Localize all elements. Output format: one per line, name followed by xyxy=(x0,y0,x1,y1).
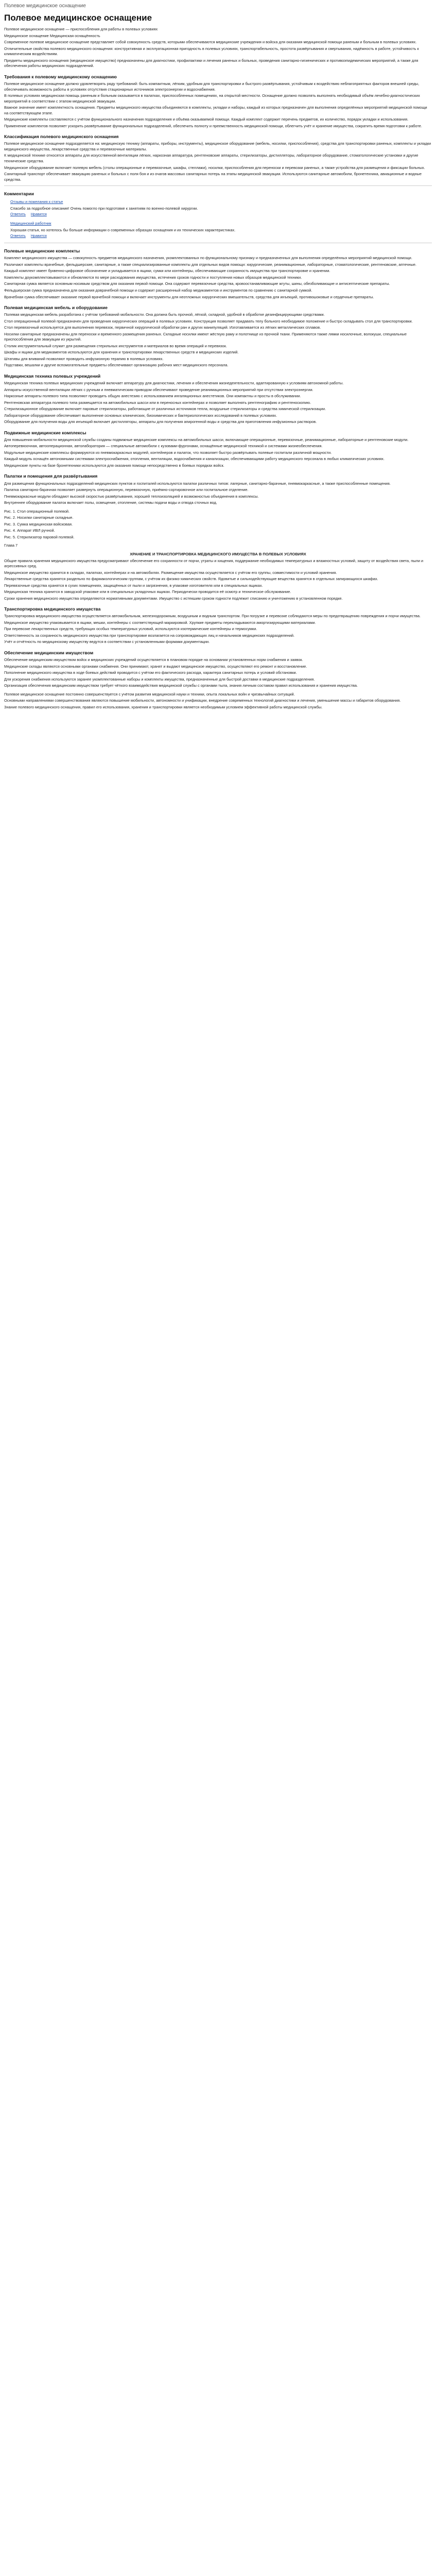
paragraph: Оборудование для получения воды для инъекций включает дистилляторы, аппараты для получения апирогенной воды и средства для приготовления инфузионных растворов. xyxy=(4,419,317,425)
paragraph: Палатка санитарно-барачная позволяет развернуть операционную, перевязочную, приёмно-сортировочное или госпитальное отделение. xyxy=(4,487,249,493)
intro-paragraph: Предметы медицинского оснащения (медицинское имущество) предназначены для диагностики, профилактики и лечения раненых и больных, проведения санитарно-гигиенических и противоэпидемических мероприятий, а также для обеспечения работы медицинских подразделений. xyxy=(4,58,418,69)
paragraph: Санитарный транспорт обеспечивает эвакуацию раненых и больных с поля боя и из очагов массовых санитарных потерь на этапы медицинской эвакуации. Используются санитарные автомобили, бронетехника, авиационные и водные средства. xyxy=(4,172,422,182)
figure-caption: Рис. 2. Носилки санитарные складные. xyxy=(4,515,74,520)
paragraph: Рентгеновская аппаратура полевого типа размещается на автомобильных шасси или в переносных контейнерах и позволяет выполнять рентгенографию и рентгеноскопию. xyxy=(4,400,311,405)
section-7-body xyxy=(4,481,432,506)
paragraph: Транспортировка медицинского имущества осуществляется автомобильным, железнодорожным, воздушным и водным транспортом. При погрузке и перевозке соблюдаются меры по предотвращению повреждения и порчи имущества. xyxy=(4,614,421,619)
comment xyxy=(10,199,432,217)
paragraph: Штативы для вливаний позволяют проводить инфузионную терапию в полевых условиях. xyxy=(4,356,164,361)
section-9-body xyxy=(4,614,432,645)
section-heading: Полевая медицинская мебель и оборудование xyxy=(4,305,108,311)
intro-block xyxy=(4,27,432,69)
paragraph: Применение комплектов позволяет ускорить развёртывание функциональных подразделений, обеспечить полноту и преемственность медицинской помощи, облегчить учёт и хранение имущества, сократить время подготовки к работе. xyxy=(4,123,422,128)
paragraph: При перевозке лекарственных средств, требующих особых температурных условий, используются изотермические контейнеры и термосумки. xyxy=(4,626,257,632)
paragraph: Медицинские комплекты составляются с учётом функционального назначения подразделения и объёма оказываемой помощи. Каждый комплект содержит перечень предметов, их количество, порядок укладки и использования. xyxy=(4,117,409,122)
paragraph: Лабораторное оборудование обеспечивает выполнение основных клинических, биохимических и бактериологических исследований в полевых условиях. xyxy=(4,413,277,418)
paragraph: Каждый модуль оснащён автономными системами электроснабжения, отопления, вентиляции, водоснабжения и канализации, обеспечивающими работу медицинского персонала в любых климатических условиях. xyxy=(4,456,385,462)
figure-caption: Рис. 5. Стерилизатор паровой полевой. xyxy=(4,534,75,539)
paragraph: Медицинские склады являются основными органами снабжения. Они принимают, хранят и выдают медицинское имущество, осуществляют его ремонт и восстановление. xyxy=(4,664,307,669)
section-3-body xyxy=(4,256,432,300)
figure-captions xyxy=(4,509,432,540)
paragraph: Медицинское оборудование включает полевую мебель (столы операционные и перевязочные, шкафы, стеллажи), носилки, приспособления для переноски и перевозки раненых, а также устройства для размещения и фиксации больных. xyxy=(4,165,425,170)
paragraph: Основными направлениями совершенствования являются повышение мобильности, автономности и унификации, внедрение современных технологий диагностики и лечения, уменьшение массы и габаритов оборудования. xyxy=(4,698,401,703)
paragraph: Для размещения функциональных подразделений медицинских пунктов и госпиталей используются палатки различных типов: лагерные, санитарно-барачные, пневмокаркасные, а также приспособленные помещения. xyxy=(4,481,391,486)
paragraph: Стол перевязочный используется для выполнения перевязок, первичной хирургической обработки ран и других манипуляций. Изготавливается из лёгких металлических сплавов. xyxy=(4,325,321,330)
figure-caption: Рис. 3. Сумка медицинская войсковая. xyxy=(4,521,73,527)
comment-author-link[interactable]: Отзывы и пожелания к статье xyxy=(10,199,63,205)
paragraph: Шкафы и ящики для медикаментов используются для хранения и транспортировки лекарственных средств и медицинских изделий. xyxy=(4,350,239,355)
paragraph: Столик инструментальный служит для размещения стерильных инструментов и материалов во время операций и перевязок. xyxy=(4,343,227,348)
section-2-body xyxy=(4,141,432,182)
breadcrumb[interactable]: Полевое медицинское оснащение xyxy=(4,3,86,9)
paragraph: Полевое медицинское оснащение постоянно совершенствуется с учётом развития медицинской науки и техники, опыта локальных войн и чрезвычайных ситуаций. xyxy=(4,691,295,697)
paragraph: Пневмокаркасные модули обладают высокой скоростью развёртывания, хорошей теплоизоляцией и возможностью объединения в комплексы. xyxy=(4,494,259,499)
section-heading: Классификация полевого медицинского оснащения xyxy=(4,134,119,140)
chapter-title: ХРАНЕНИЕ И ТРАНСПОРТИРОВКА МЕДИЦИНСКОГО ИМУЩЕСТВА В ПОЛЕВЫХ УСЛОВИЯХ xyxy=(130,551,306,556)
section-heading: Медицинская техника полевых учреждений xyxy=(4,373,101,379)
paragraph: Полевая медицинская мебель разработана с учётом требований мобильности. Она должна быть прочной, лёгкой, складной, удобной в обработке дезинфицирующими средствами. xyxy=(4,312,325,317)
paragraph: Санитарная сумка является основным носимым средством для оказания первой помощи. Она содержит перевязочные средства, кровоостанавливающие жгуты, шины, обезболивающие и антисептические препараты. xyxy=(4,281,390,286)
page-title: Полевое медицинское оснащение xyxy=(4,13,152,23)
paragraph: Учёт и отчётность по медицинскому имуществу ведутся в соответствии с установленными формами документации. xyxy=(4,639,210,645)
section-heading: Палатки и помещения для развёртывания xyxy=(4,473,98,479)
paragraph: Ответственность за сохранность медицинского имущества при транспортировке возлагается на сопровождающих лиц и начальников медицинских подразделений. xyxy=(4,633,295,638)
paragraph: Комплекты доукомплектовываются и обновляются по мере расходования имущества, истечения сроков годности и поступления новых образцов медицинской техники. xyxy=(4,275,302,280)
paragraph: Важное значение имеет комплектность оснащения. Предметы медицинского имущества объединяются в комплекты, укладки и наборы, каждый из которых предназначен для выполнения определённых мероприятий медицинской помощи на соответствующем этапе. xyxy=(4,105,427,115)
intro-paragraph: Полевое медицинское оснащение — приспособления для работы в полевых условиях xyxy=(4,27,158,32)
paragraph: Врачебная сумка обеспечивает оказание первой врачебной помощи и включает инструменты для неотложных хирургических вмешательств, средства для инъекций, противошоковые и сердечные препараты. xyxy=(4,294,374,299)
paragraph: Комплект медицинского имущества — совокупность предметов медицинского назначения, укомплектованных по функциональному признаку и предназначенных для выполнения определённых мероприятий медицинской помощи. xyxy=(4,256,412,261)
chapter-label: Глава 7 xyxy=(4,543,18,548)
paragraph: Различают комплекты врачебные, фельдшерские, санитарные, а также специализированные комплекты для отдельных видов помощи: хирургические, реанимационные, лабораторные, стоматологические, рентгеновские, аптечные. xyxy=(4,262,416,267)
figure-caption: Рис. 4. Аппарат ИВЛ ручной. xyxy=(4,528,55,533)
divider xyxy=(4,185,432,186)
paragraph: Общие правила хранения медицинского имущества предусматривают обеспечение его сохранности от порчи, утраты и хищения, поддержание необходимых температурных и влажностных условий, защиту от воздействия света, пыли и агрессивных сред. xyxy=(4,558,424,569)
section-1-body xyxy=(4,81,432,129)
section-10-body xyxy=(4,657,432,689)
paragraph: Медицинская техника полевых медицинских учреждений включает аппаратуру для диагностики, лечения и обеспечения жизнедеятельности, адаптированную к условиям автономной работы. xyxy=(4,381,344,386)
paragraph: К медицинской технике относятся аппараты для искусственной вентиляции лёгких, наркозная аппаратура, рентгеновские аппараты, стерилизаторы, дистилляторы, лабораторное оборудование, стоматологические установки и другие технические средства. xyxy=(4,153,418,163)
paragraph: Пополнение медицинского имущества в ходе боевых действий проводится с учётом его фактического расхода, характера санитарных потерь и условий обстановки. xyxy=(4,670,297,675)
section-8-body xyxy=(4,558,432,602)
paragraph: Для ускорения снабжения используются заранее укомплектованные наборы и комплекты имущества, предназначенные для быстрой доставки в медицинские подразделения. xyxy=(4,676,315,682)
paragraph: Стерилизационное оборудование включает паровые стерилизаторы, работающие от различных источников тепла, воздушные стерилизаторы и средства химической стерилизации. xyxy=(4,406,326,412)
paragraph: Перевязочные средства хранятся в сухих помещениях, защищённых от пыли и загрязнения, в упаковке изготовителя или в специальных ящиках. xyxy=(4,583,263,588)
paragraph: Внутреннее оборудование палаток включает полы, освещение, отопление, системы подачи воды и отвода сточных вод. xyxy=(4,500,217,505)
paragraph: Автоперевязочная, автооперационная, автолаборатория — специальные автомобили с кузовами-фургонами, оснащённые медицинской техникой и системами жизнеобеспечения. xyxy=(4,444,323,449)
reply-link[interactable]: Ответить xyxy=(10,234,26,239)
article-page xyxy=(0,0,436,716)
section-heading: Полевые медицинские комплекты xyxy=(4,248,80,254)
reply-link[interactable]: Ответить xyxy=(10,213,26,217)
section-4-body xyxy=(4,312,432,368)
section-heading: Обеспечение медицинским имуществом xyxy=(4,650,94,655)
paragraph: Организация обеспечения медицинским имуществом требует чёткого взаимодействия медицинской службы с органами тыла, знания личным составом правил использования и хранения имущества. xyxy=(4,683,358,688)
comment-actions xyxy=(10,212,432,217)
intro-paragraph: Современное полевое медицинское оснащение представляет собой совокупность средств, которыми обеспечиваются медицинские учреждения и войска для оказания медицинской помощи раненым и больным в полевых условиях. xyxy=(4,40,417,45)
intro-paragraph: Отличительные свойства полевого медицинского оснащения: конструктивная и эксплуатационная пригодность в полевых условиях, транспортабельность, простота развёртывания и свертывания, надёжность в работе, устойчивость к климатическим воздействиям. xyxy=(4,46,419,57)
comment-body: Спасибо за подробное описание! Очень помогло при подготовке к занятиям по военно-полевой хирургии. xyxy=(10,206,198,211)
paragraph: Медицинское имущество хранится в складах, палатках, контейнерах и на автомобилях. Размещение имущества осуществляется с учётом его группы, совместимости и условий хранения. xyxy=(4,570,337,575)
paragraph: Модульные медицинские комплексы формируются из пневмокаркасных модулей, контейнеров и палаток, что позволяет быстро развёртывать полевые госпитали различной мощности. xyxy=(4,450,332,455)
section-heading: Подвижные медицинские комплексы xyxy=(4,430,86,435)
like-link[interactable]: Нравится xyxy=(30,234,47,239)
comment xyxy=(10,221,432,239)
paragraph: Аппараты искусственной вентиляции лёгких с ручным и пневматическим приводом обеспечивают проведение реанимационных мероприятий при отсутствии электроэнергии. xyxy=(4,387,313,392)
paragraph: Для повышения мобильности медицинской службы созданы подвижные медицинские комплексы на автомобильных шасси, включающие операционные, перевязочные, реанимационные, лабораторные и рентгеновские модули. xyxy=(4,437,409,442)
section-heading: Транспортировка медицинского имущества xyxy=(4,606,101,612)
paragraph: Лекарственные средства хранятся раздельно по фармакологическим группам, с учётом их физико-химических свойств. Ядовитые и сильнодействующие вещества хранятся в отдельных запирающихся шкафах. xyxy=(4,577,378,582)
paragraph: Фельдшерская сумка предназначена для оказания доврачебной помощи и содержит расширенный набор медикаментов и инструментов по сравнению с санитарной сумкой. xyxy=(4,287,312,293)
paragraph: Сроки хранения медицинского имущества определяются нормативными документами. Имущество с истекшим сроком годности подлежит списанию и уничтожению в установленном порядке. xyxy=(4,596,343,601)
paragraph: Знание полевого медицинского оснащения, правил его использования, хранения и транспортировки является необходимым условием эффективной работы медицинской службы. xyxy=(4,704,323,709)
paragraph: Обеспечение медицинским имуществом войск и медицинских учреждений осуществляется в плановом порядке на основании установленных норм снабжения и заявок. xyxy=(4,657,303,663)
intro-paragraph: Медицинское оснащение Медицинская оснащённость xyxy=(4,33,100,38)
figure-caption: Рис. 1. Стол операционный полевой. xyxy=(4,509,70,514)
paragraph: Полевое медицинское оснащение должно удовлетворять ряду требований: быть компактным, лёгким, удобным для транспортировки и быстрого развёртывания, устойчивым к воздействию неблагоприятных факторов внешней среды, обеспечивать возможность работы в условиях отсутствия стационарных источников электроэнергии и водоснабжения. xyxy=(4,81,420,92)
comment-author-link[interactable]: Медицинский работник xyxy=(10,221,51,226)
paragraph: Стол операционный полевой предназначен для проведения хирургических операций в полевых условиях. Конструкция позволяет придавать телу больного необходимое положение и быстро складывать стол для транспортировки. xyxy=(4,318,413,324)
paragraph: Медицинское имущество упаковывается в ящики, мешки, контейнеры с соответствующей маркировкой. Хрупкие предметы перекладываются амортизирующими материалами. xyxy=(4,620,316,625)
comments-heading: Комментарии xyxy=(4,191,34,197)
section-5-body xyxy=(4,381,432,425)
paragraph: Носилки санитарные предназначены для переноски и временного размещения раненых. Складные носилки имеют жёсткую раму и полотнище из прочной ткани. Применяются также лямки носилочные, волокуши, специальные приспособления для эвакуации из укрытий. xyxy=(4,331,407,342)
like-link[interactable]: Нравится xyxy=(30,213,47,217)
closing-block xyxy=(4,692,432,710)
paragraph: Наркозные аппараты полевого типа позволяют проводить общую анестезию с использованием ингаляционных анестетиков. Они компактны и просты в обслуживании. xyxy=(4,394,301,399)
section-heading: Требования к полевому медицинскому оснащению xyxy=(4,74,117,79)
paragraph: Подставки, вешалки и другие вспомогательные предметы обеспечивают организацию рабочих мест медицинского персонала. xyxy=(4,363,229,368)
paragraph: В полевых условиях медицинская помощь раненым и больным оказывается в палатках, приспособленных помещениях, на открытой местности. Оснащение должно позволять выполнять необходимый объём лечебно-диагностических мероприятий в соответствии с этапом медицинской эвакуации. xyxy=(4,93,420,104)
paragraph: Медицинская техника хранится в заводской упаковке или в специальных укладочных ящиках. Периодически проводится её осмотр и техническое обслуживание. xyxy=(4,589,291,595)
paragraph: Каждый комплект имеет буквенно-цифровое обозначение и укладывается в ящики, сумки или контейнеры, обеспечивающие сохранность имущества при транспортировке и хранении. xyxy=(4,268,330,274)
section-6-body xyxy=(4,437,432,469)
paragraph: Полевое медицинское оснащение подразделяется на: медицинскую технику (аппараты, приборы, инструменты), медицинское оборудование (мебель, носилки, приспособления), средства для транспортировки раненых, комплекты и укладки медицинского имущества, лекарственные средства и перевязочные материалы. xyxy=(4,141,431,151)
comment-actions xyxy=(10,234,432,239)
comment-body: Хорошая статья, но хотелось бы больше информации о современных образцах оснащения и их технических характеристиках. xyxy=(10,227,236,232)
paragraph: Медицинские пункты на базе бронетехники используются для оказания помощи непосредственно в боевых порядках войск. xyxy=(4,463,224,468)
